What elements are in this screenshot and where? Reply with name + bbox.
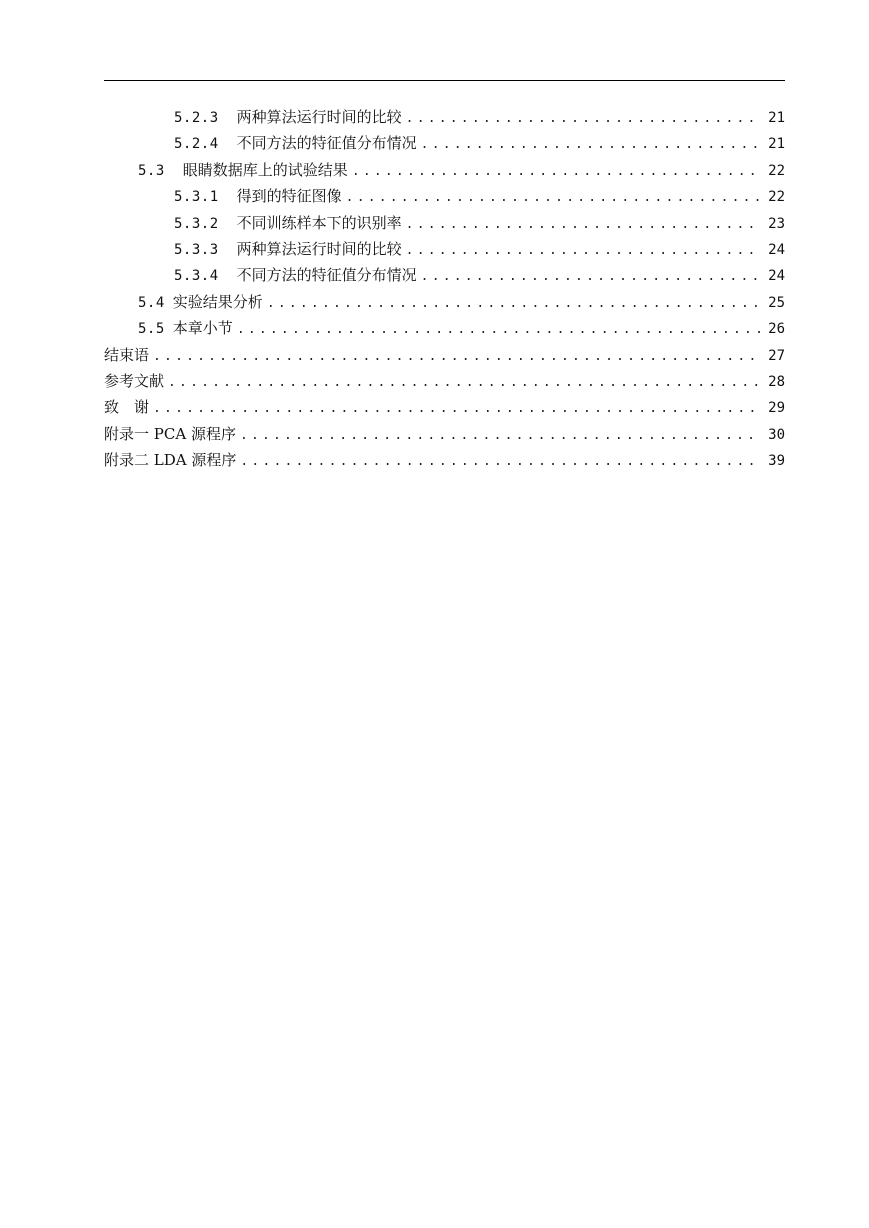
toc-leader-dots (421, 264, 761, 290)
toc-entry-number: 5.3.4 (174, 268, 219, 285)
toc-entry-page: 39 (768, 453, 785, 470)
toc-leader-dots (240, 449, 761, 475)
toc-entry-5-3-2[interactable] (104, 210, 785, 236)
toc-entry-5-4[interactable] (104, 289, 785, 315)
toc-entry-acknowledgements[interactable] (104, 394, 785, 420)
toc-entry-5-2-3[interactable] (104, 104, 785, 130)
toc-entry-page: 23 (768, 215, 785, 232)
toc-entry-title: 参考文献 (104, 371, 165, 390)
toc-leader-dots (406, 238, 761, 264)
toc-entry-page: 29 (768, 400, 785, 417)
toc-entry-5-3-4[interactable] (104, 262, 785, 288)
toc-entry-title: 实验结果分析 (172, 292, 263, 311)
toc-entry-title: 附录二 LDA 源程序 (104, 451, 237, 470)
toc-entry-page: 22 (768, 162, 785, 179)
toc-leader-dots (153, 344, 761, 370)
toc-entry-title: 不同训练样本下的识别率 (236, 213, 402, 232)
toc-entry-page: 25 (768, 294, 785, 311)
toc-entry-conclusion[interactable] (104, 342, 785, 368)
toc-entry-title: 结束语 (104, 345, 150, 364)
toc-entry-appendix-1[interactable] (104, 421, 785, 447)
toc-leader-dots (153, 396, 761, 422)
toc-leader-dots (406, 106, 761, 132)
toc-entry-references[interactable] (104, 368, 785, 394)
toc-entry-title: 附录一 PCA 源程序 (104, 424, 236, 443)
toc-entry-page: 30 (768, 426, 785, 443)
toc-entry-title: 不同方法的特征值分布情况 (236, 134, 417, 153)
toc-entry-number: 5.4 (138, 294, 165, 311)
toc-entry-appendix-2[interactable] (104, 447, 785, 473)
toc-leader-dots (168, 370, 761, 396)
toc-leader-dots (267, 291, 761, 317)
toc-entry-number: 5.3.2 (174, 215, 219, 232)
toc-leader-dots (346, 185, 761, 211)
toc-entry-number: 5.3 (138, 162, 165, 179)
toc-entry-title: 得到的特征图像 (236, 187, 342, 206)
toc-entry-page: 26 (768, 321, 785, 338)
toc-entry-title: 眼睛数据库上的试验结果 (182, 160, 348, 179)
toc-entry-page: 24 (768, 241, 785, 258)
toc-entry-number: 5.3.1 (174, 189, 219, 206)
toc-entry-title: 两种算法运行时间的比较 (236, 239, 402, 258)
toc-entry-title: 两种算法运行时间的比较 (236, 108, 402, 126)
toc-entry-page: 28 (768, 373, 785, 390)
toc-entry-5-3[interactable] (104, 157, 785, 183)
toc-entry-5-3-1[interactable] (104, 183, 785, 209)
table-of-contents (104, 104, 785, 473)
toc-entry-number: 5.5 (138, 321, 165, 338)
toc-entry-5-2-4[interactable] (104, 130, 785, 156)
toc-entry-title: 致 谢 (104, 398, 150, 417)
toc-entry-title: 不同方法的特征值分布情况 (236, 266, 417, 285)
toc-leader-dots (240, 423, 761, 449)
toc-entry-page: 24 (768, 268, 785, 285)
toc-entry-number: 5.2.3 (174, 110, 219, 126)
toc-entry-number: 5.3.3 (174, 241, 219, 258)
toc-entry-number: 5.2.4 (174, 136, 219, 153)
header-rule (104, 80, 785, 81)
toc-entry-page: 27 (768, 347, 785, 364)
toc-entry-page: 21 (768, 110, 785, 126)
toc-entry-page: 22 (768, 189, 785, 206)
toc-entry-5-5[interactable] (104, 315, 785, 341)
toc-entry-5-3-3[interactable] (104, 236, 785, 262)
toc-leader-dots (421, 132, 761, 158)
toc-entry-page: 21 (768, 136, 785, 153)
toc-entry-title: 本章小节 (172, 319, 233, 338)
toc-leader-dots (352, 159, 761, 185)
toc-leader-dots (406, 212, 761, 238)
toc-leader-dots (237, 317, 761, 343)
